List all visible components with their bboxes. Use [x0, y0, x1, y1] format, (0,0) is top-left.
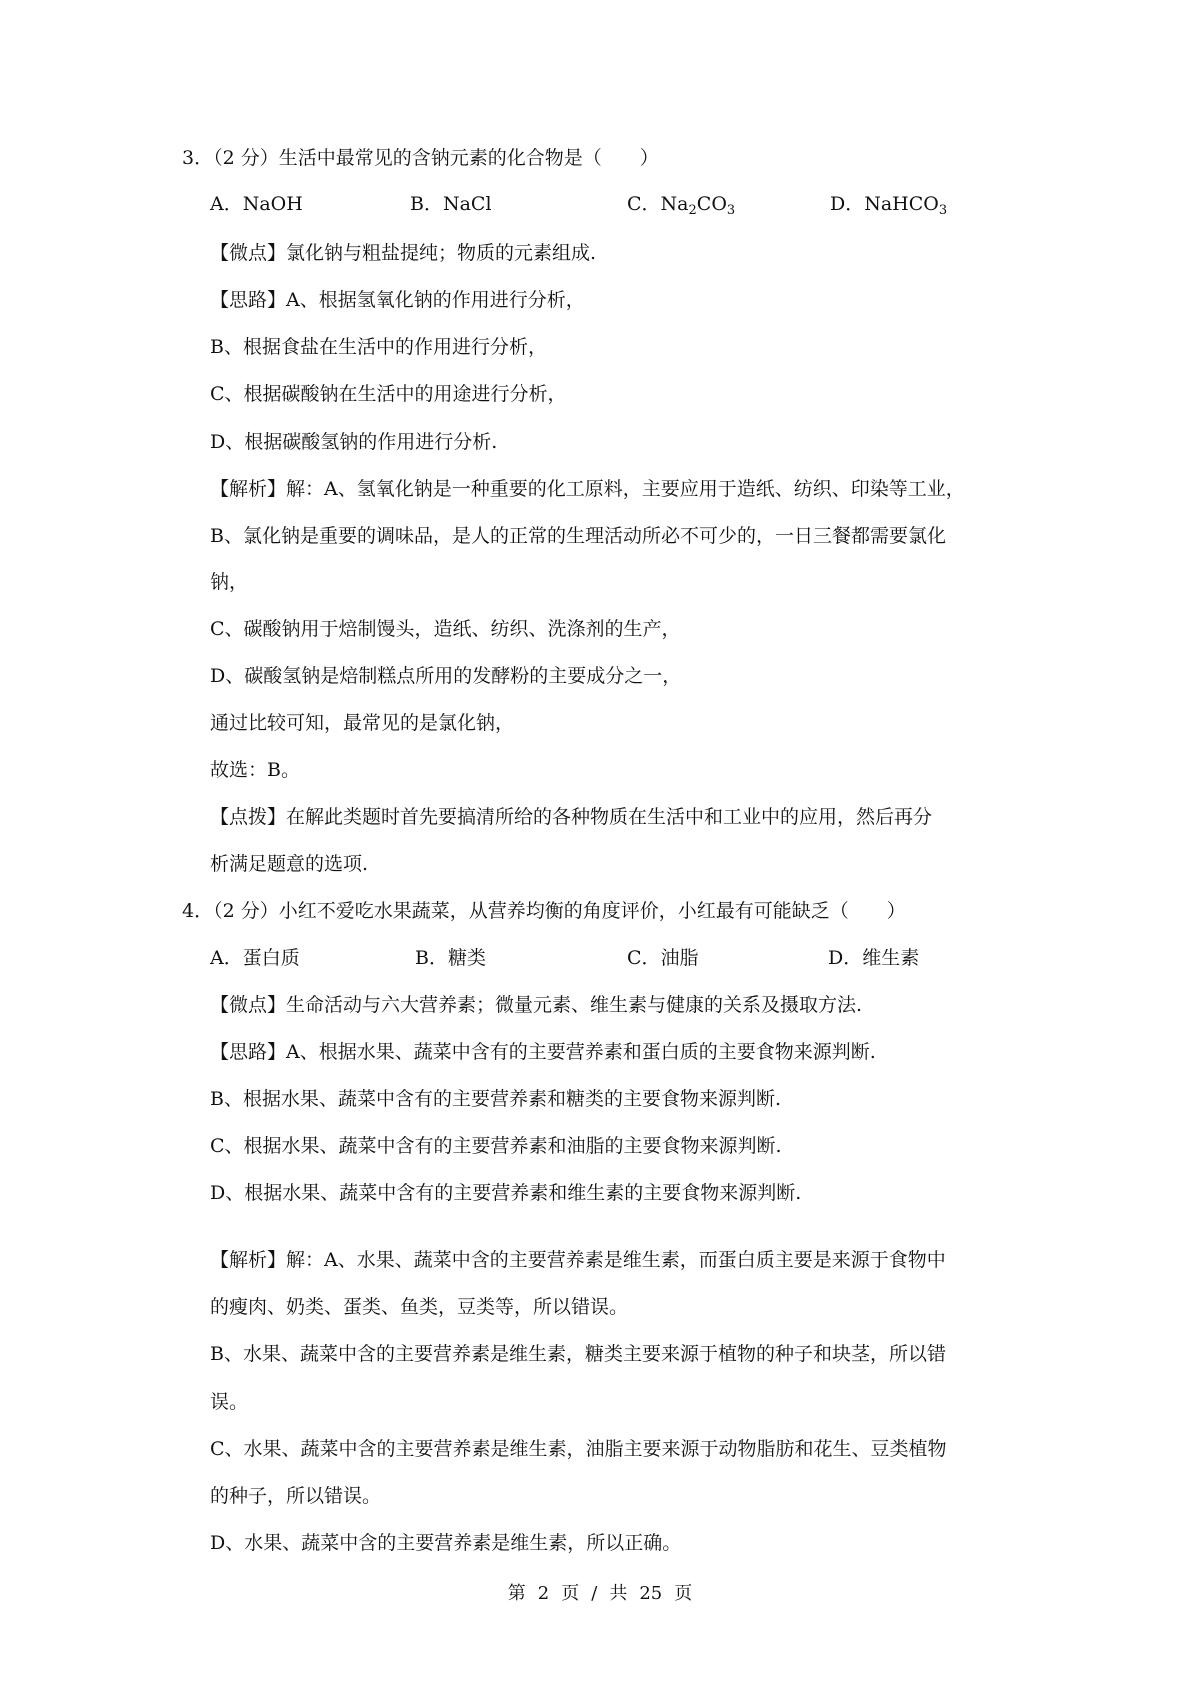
footer-page-label: 第 [507, 1583, 526, 1604]
q4-jiexi-line: 的种子，所以错误。 [210, 1485, 382, 1507]
q4-jiexi-line: 的瘦肉、奶类、蛋类、鱼类，豆类等，所以错误。 [210, 1296, 629, 1318]
q3-silu-line: B、根据食盐在生活中的作用进行分析， [210, 336, 547, 358]
footer-total-unit: 页 [674, 1583, 693, 1604]
q3-option-d [830, 192, 947, 216]
q3-stem: 3．（2 分）生活中最常见的含钠元素的化合物是（ ） [182, 147, 659, 169]
footer-total-label: 共 [609, 1583, 628, 1604]
q3-jiexi-line: 【解析】解：A、氢氧化钠是一种重要的化工原料，主要应用于造纸、纺织、印染等工业， [210, 478, 965, 500]
q3-option-d-prefix: D．NaHCO [830, 193, 939, 215]
q3-jiexi-line: B、氯化钠是重要的调味品，是人的正常的生理活动所必不可少的，一日三餐都需要氯化 [210, 525, 946, 547]
q4-stem: 4．（2 分）小红不爱吃水果蔬菜，从营养均衡的角度评价，小红最有可能缺乏（ ） [182, 900, 906, 922]
q3-jiexi-line: 钠， [210, 571, 249, 593]
q3-option-c-sub1: 2 [688, 203, 697, 218]
q3-jiexi-line: 故选：B。 [210, 759, 300, 781]
q3-dianbo-line: 【点拨】在解此类题时首先要搞清所给的各种物质在生活中和工业中的应用，然后再分 [210, 806, 933, 828]
q3-weidian: 【微点】氯化钠与粗盐提纯；物质的元素组成. [210, 242, 597, 264]
q4-weidian: 【微点】生命活动与六大营养素；微量元素、维生素与健康的关系及摄取方法. [210, 994, 863, 1016]
q4-jiexi-line: C、水果、蔬菜中含的主要营养素是维生素，油脂主要来源于动物脂肪和花生、豆类植物 [210, 1438, 947, 1460]
q4-jiexi-line: B、水果、蔬菜中含的主要营养素是维生素，糖类主要来源于植物的种子和块茎，所以错 [210, 1343, 946, 1365]
q4-jiexi-line: 【解析】解：A、水果、蔬菜中含的主要营养素是维生素，而蛋白质主要是来源于食物中 [210, 1249, 946, 1271]
q4-silu-line: 【思路】A、根据水果、蔬菜中含有的主要营养素和蛋白质的主要食物来源判断. [210, 1041, 876, 1063]
q4-jiexi-line: D、水果、蔬菜中含的主要营养素是维生素，所以正确。 [210, 1532, 682, 1554]
q3-dianbo-line: 析满足题意的选项. [210, 853, 369, 875]
q3-jiexi-line: D、碳酸氢钠是焙制糕点所用的发酵粉的主要成分之一， [210, 665, 682, 687]
q3-silu-line: 【思路】A、根据氢氧化钠的作用进行分析， [210, 289, 585, 311]
q4-option-b: B．糖类 [415, 947, 486, 969]
q4-option-d: D．维生素 [828, 947, 920, 969]
q3-silu-line: C、根据碳酸钠在生活中的用途进行分析， [210, 383, 567, 405]
q3-jiexi-line: C、碳酸钠用于焙制馒头，造纸、纺织、洗涤剂的生产， [210, 618, 681, 640]
q4-silu-line: C、根据水果、蔬菜中含有的主要营养素和油脂的主要食物来源判断. [210, 1135, 782, 1157]
q3-option-c-mid: CO [696, 193, 727, 215]
q3-option-c [627, 192, 735, 216]
q3-option-a: A．NaOH [210, 193, 303, 215]
footer-page-number: 2 [537, 1583, 550, 1604]
q3-option-d-sub: 3 [938, 203, 948, 218]
footer-separator: / [591, 1583, 598, 1604]
q3-option-c-sub2: 3 [726, 203, 736, 218]
q3-option-b: B．NaCl [410, 193, 492, 215]
q4-jiexi-line: 误。 [210, 1391, 249, 1413]
footer-total-number: 25 [639, 1583, 663, 1604]
page-footer [0, 1582, 1200, 1606]
q4-silu-line: B、根据水果、蔬菜中含有的主要营养素和糖类的主要食物来源判断. [210, 1088, 782, 1110]
q3-option-c-prefix: C．Na [627, 193, 689, 215]
q4-option-c: C．油脂 [627, 947, 699, 969]
footer-page-unit: 页 [561, 1583, 580, 1604]
q3-jiexi-line: 通过比较可知，最常见的是氯化钠， [210, 712, 515, 734]
q4-silu-line: D、根据水果、蔬菜中含有的主要营养素和维生素的主要食物来源判断. [210, 1182, 802, 1204]
q3-silu-line: D、根据碳酸氢钠的作用进行分析. [210, 431, 498, 453]
q4-option-a: A．蛋白质 [210, 947, 300, 969]
